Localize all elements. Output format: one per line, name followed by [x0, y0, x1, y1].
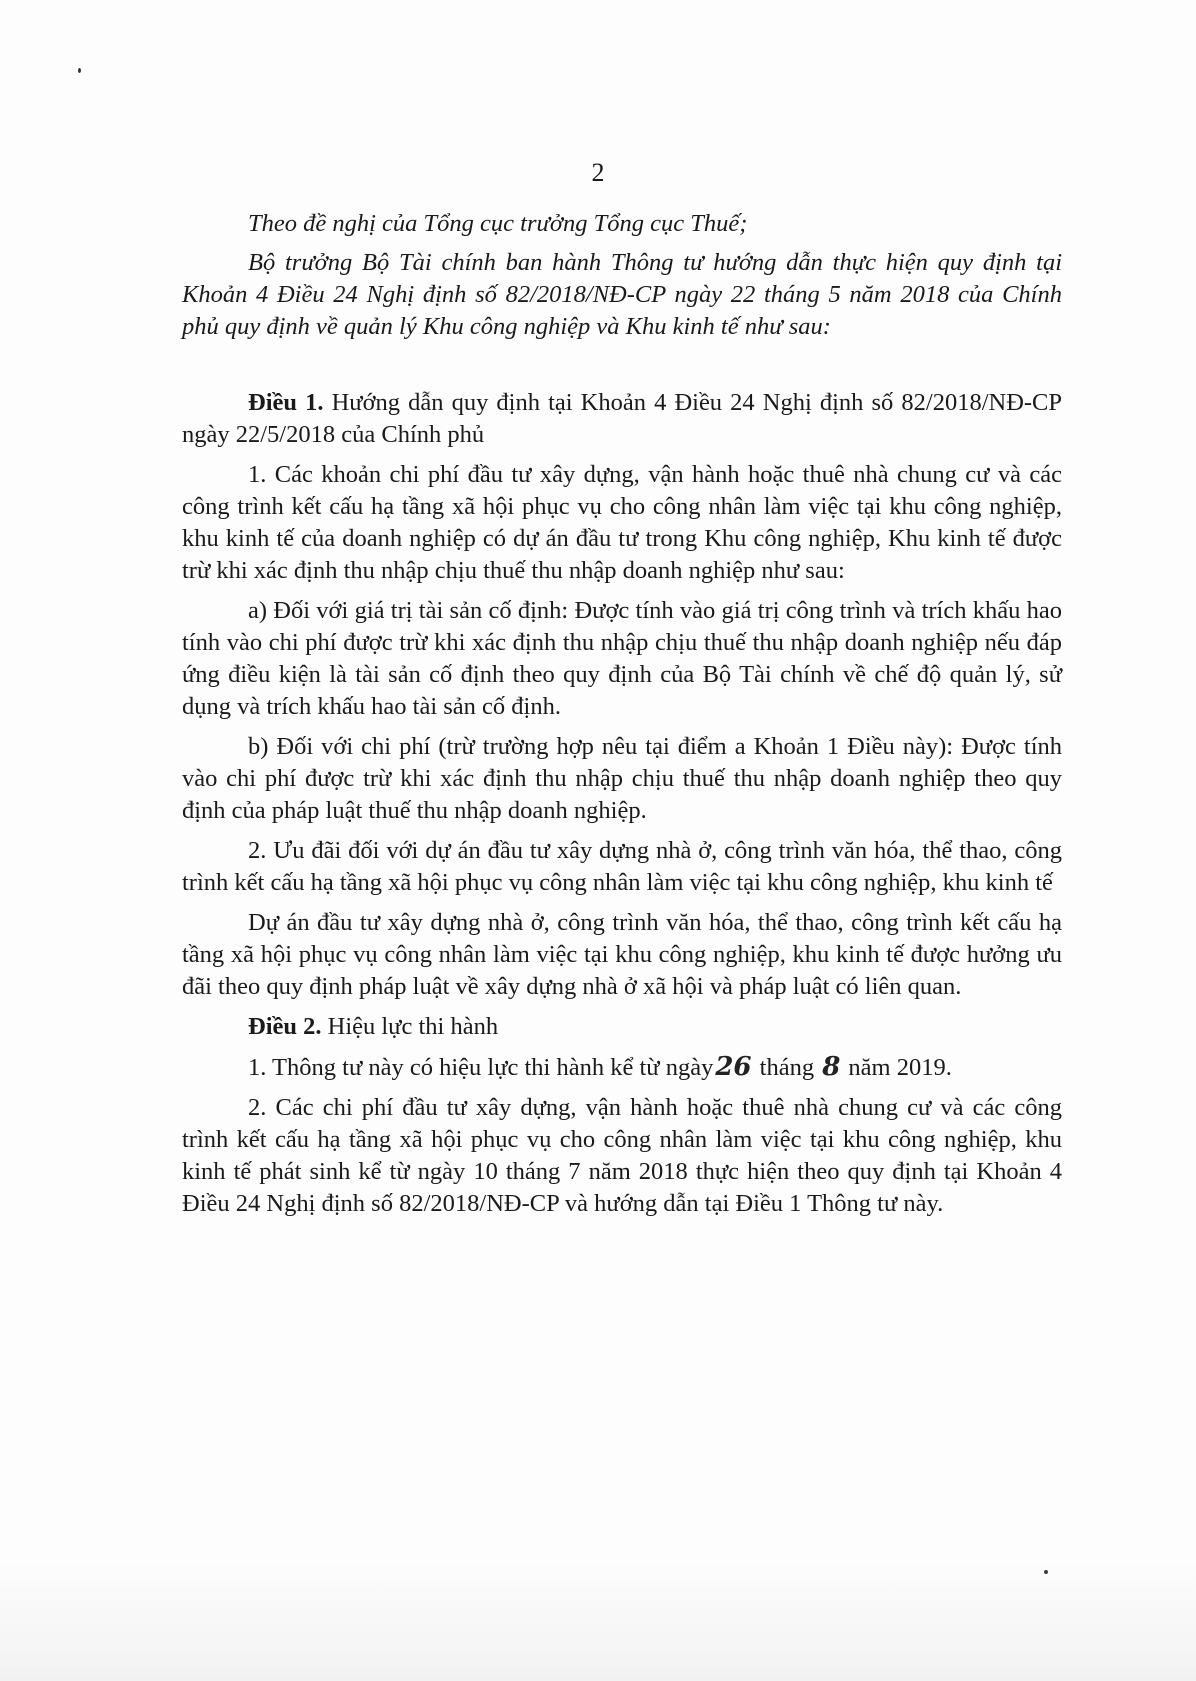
article-2-label: Điều 2. — [248, 1013, 322, 1040]
preamble — [182, 208, 1062, 343]
article-2-clause-1 — [182, 1051, 1062, 1084]
scan-speck — [78, 68, 81, 73]
article-1-label: Điều 1. — [248, 389, 324, 416]
effective-month-word: tháng — [759, 1054, 815, 1081]
issuance-statement: Bộ trưởng Bộ Tài chính ban hành Thông tư hướng dẫn thực hiện quy định tại Khoản 4 Điều 24 Nghị định số 82/2018/NĐ-CP ngày 22 tháng 5 năm 2018 của Chính phủ quy định về quản lý Khu công nghiệp và Khu kinh tế như sau: — [182, 249, 1062, 340]
article-1-clause-2: 2. Ưu đãi đối với dự án đầu tư xây dựng nhà ở, công trình văn hóa, thể thao, công trình kết cấu hạ tầng xã hội phục vụ công nhân làm việc tại khu công nghiệp, khu kinh tế — [182, 837, 1062, 896]
article-2-heading — [182, 1011, 1062, 1043]
article-1-point-a: a) Đối với giá trị tài sản cố định: Được tính vào giá trị công trình và trích khấu hao tính vào chi phí được trừ khi xác định thu nhập chịu thuế thu nhập doanh nghiệp nếu đáp ứng điều kiện là tài sản cố định theo quy định của Bộ Tài chính về chế độ quản lý, sử dụng và trích khấu hao tài sản cố định. — [182, 597, 1062, 720]
article-1-title: Hướng dẫn quy định tại Khoản 4 Điều 24 Nghị định số 82/2018/NĐ-CP ngày 22/5/2018 của Chính phủ — [182, 389, 1063, 448]
handwritten-month: 8 — [822, 1052, 841, 1082]
handwritten-day: 26 — [715, 1052, 752, 1082]
article-1-clause-2-body: Dự án đầu tư xây dựng nhà ở, công trình văn hóa, thể thao, công trình kết cấu hạ tầng xã hội phục vụ công nhân làm việc tại khu công nghiệp, khu kinh tế được hưởng ưu đãi theo quy định pháp luật về xây dựng nhà ở xã hội và pháp luật có liên quan. — [182, 909, 1062, 1000]
effective-date-suffix: năm 2019. — [848, 1054, 952, 1081]
article-1-clause-1: 1. Các khoản chi phí đầu tư xây dựng, vận hành hoặc thuê nhà chung cư và các công trình kết cấu hạ tầng xã hội phục vụ cho công nhân làm việc tại khu công nghiệp, khu kinh tế của doanh nghiệp có dự án đầu tư trong Khu công nghiệp, Khu kinh tế được trừ khi xác định thu nhập chịu thuế thu nhập doanh nghiệp như sau: — [182, 461, 1062, 584]
article-1-heading — [182, 387, 1062, 451]
page-number: 2 — [591, 158, 605, 187]
article-2-title: Hiệu lực thi hành — [327, 1013, 499, 1040]
effective-date-prefix: 1. Thông tư này có hiệu lực thi hành kể từ ngày — [248, 1054, 714, 1081]
scan-shadow — [0, 1561, 1196, 1681]
document-body — [182, 208, 1062, 1220]
article-1-point-b: b) Đối với chi phí (trừ trường hợp nêu tại điểm a Khoản 1 Điều này): Được tính vào chi phí được trừ khi xác định thu nhập chịu thuế thu nhập doanh nghiệp theo quy định của pháp luật thuế thu nhập doanh nghiệp. — [182, 733, 1062, 824]
article-2-clause-2: 2. Các chi phí đầu tư xây dựng, vận hành hoặc thuê nhà chung cư và các công trình kết cấu hạ tầng xã hội phục vụ cho công nhân làm việc tại khu công nghiệp, khu kinh tế phát sinh kể từ ngày 10 tháng 7 năm 2018 thực hiện theo quy định tại Khoản 4 Điều 24 Nghị định số 82/2018/NĐ-CP và hướng dẫn tại Điều 1 Thông tư này. — [182, 1094, 1062, 1217]
proposal-line: Theo đề nghị của Tổng cục trưởng Tổng cục Thuế; — [248, 210, 748, 237]
